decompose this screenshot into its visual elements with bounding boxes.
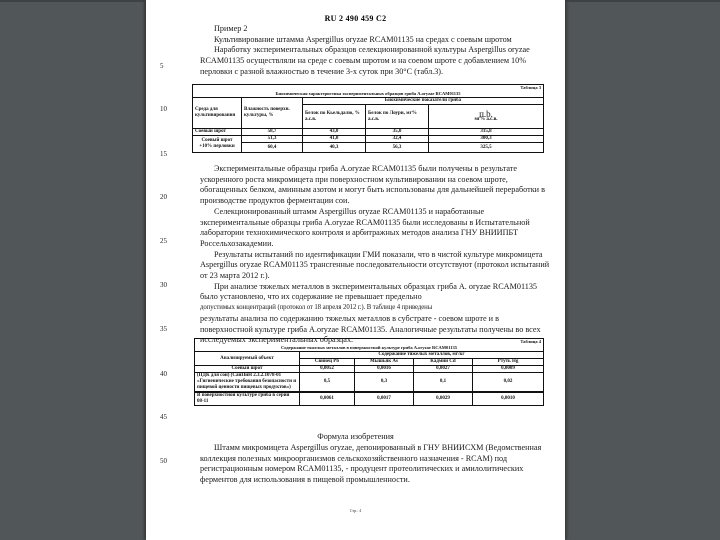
table-row xyxy=(195,373,544,393)
cell-object: Соевый шрот xyxy=(195,366,300,373)
cell-hg: 0,0010 xyxy=(473,392,544,406)
cell-cd: 0,1 xyxy=(414,373,473,393)
header-hg: Ртуть Hg xyxy=(473,359,544,366)
paragraph: результаты анализа по содержанию тяжелых металлов в субстрате - соевом шроте и в поверхностной культуре гриба A.oryzae RCAM01135. Аналогичные результаты получены во всех исследуемых экспериментальных образцах. xyxy=(200,313,541,345)
cell-object: (ПДК для сои) (СанПиН 2.3.2.1078-01 «Гигиенические требования безопасности и пищевой ценности пищевых продуктов») xyxy=(195,373,300,393)
patent-number: RU 2 490 459 C2 xyxy=(324,14,387,23)
cell-protein-k: 40,3 xyxy=(303,143,366,153)
cell-pb: 0,5 xyxy=(300,373,355,393)
line-number: 15 xyxy=(160,150,167,158)
paragraph: Экспериментальные образцы гриба A.oryzae RCAM01135 были получены в результате ускоренного роста микромицета при поверхностном культивировании на соевом шроте, обогащенных белком, аминным азотом и могут быть использованы для дальнейшей переработки в производстве продуктов ферментации сои. xyxy=(200,164,545,206)
cell-hg: 0,02 xyxy=(473,373,544,393)
cell-protein-k: 41,0 xyxy=(303,136,366,143)
paragraph: Селекционированный штамм Aspergillus oryzae RCAM01135 и наработанные экспериментальные образцы гриба A.oryzae RCAM01135 были исследованы в Испытательной лаборатории технохимического контроля и арбитражных методов анализа ГНУ ВНИИПБТ Россельхозакадемии. xyxy=(200,206,530,248)
line-number: 35 xyxy=(160,325,167,333)
cell-as: 0,3 xyxy=(355,373,414,393)
header-protein-kjeldahl: Белок по Кьельдалю, % а.с.в. xyxy=(303,105,366,129)
header-group: Биохимические показатели гриба xyxy=(303,98,544,105)
line-number: 5 xyxy=(160,62,164,70)
cell-medium: Соевый шрот +10% перловки xyxy=(193,136,242,153)
cell-moisture: 60,4 xyxy=(242,143,303,153)
page-number: Стр.: 4 xyxy=(349,508,362,513)
formula-title: Формула изобретения xyxy=(317,432,394,441)
header-pb: Свинец Pb xyxy=(300,359,355,366)
paragraph: допустимых концентраций (протокол от 18 апреля 2012 г.). В таблице 4 приведены xyxy=(200,304,433,312)
cell-protein-l: 56,3 xyxy=(366,143,429,153)
table-row xyxy=(195,366,544,373)
example-paragraph: Наработку экспериментальных образцов селекционированной культуры Aspergillus oryzae RCAM01135 осуществляли на среде с соевым шротом и на соевом шроте с добавлением 10% перловки с разной влажностью в течение 3-х суток при 30°С (табл.3). xyxy=(200,45,530,76)
line-number: 45 xyxy=(160,413,167,421)
example-subheading: Культивирование штамма Aspergillus oryzae RCAM01135 на средах с соевым шротом xyxy=(214,34,512,44)
header-medium: Среда для культивирования xyxy=(193,98,242,129)
paragraph: При анализе тяжелых металлов в экспериментальных образцах гриба A. oryzae RCAM01135 было установлено, что их содержание не превышает предельно xyxy=(200,281,538,302)
cell-value: 315,8 xyxy=(429,129,544,136)
cell-as: 0,0016 xyxy=(355,366,414,373)
table-caption: Таблица 4 xyxy=(195,339,544,346)
cell-value: 325,5 xyxy=(429,143,544,153)
header-cd: Кадмий Cd xyxy=(414,359,473,366)
cell-protein-l: 35,0 xyxy=(366,129,429,136)
cell-moisture: 51,3 xyxy=(242,136,303,143)
cell-object: В поверхностной культуре гриба в серии 08-11 xyxy=(195,392,300,406)
table-row xyxy=(193,136,544,143)
formula-text: Штамм микромицета Aspergillus oryzae, депонированный в ГНУ ВНИИСХМ (Ведомственная коллекция полезных микроорганизмов сельскохозяйственного назначения - RCAM) под регистрационным номером RCAM01135, - продуцент протеолитических и амилолитических ферментов для использования в пищевой промышленности. xyxy=(200,443,542,485)
header-symbol-label: п.b. xyxy=(479,108,493,119)
table-title: Содержание тяжелых металлов в поверхностной культуре гриба A.oryzae RCAM01135 xyxy=(195,345,544,352)
cell-cd: 0,0027 xyxy=(414,366,473,373)
paragraph: Результаты испытаний по идентификации ГМИ показали, что в чистой культуре микромицета Aspergillus oryzae RCAM01135 трансгенные последовательности отсутствуют (протокол испытаний от 23 марта 2012 г.). xyxy=(200,249,550,281)
line-number: 30 xyxy=(160,281,167,289)
example-heading: Пример 2 xyxy=(214,24,248,33)
line-number: 25 xyxy=(160,237,167,245)
cell-hg: 0,0009 xyxy=(473,366,544,373)
header-symbol xyxy=(429,105,544,129)
cell-protein-k: 43,0 xyxy=(303,129,366,136)
table-row xyxy=(195,392,544,406)
header-symbol-unit: мг% а.с.в. xyxy=(474,116,498,122)
cell-cd: 0,0029 xyxy=(414,392,473,406)
cell-pb: 0,0052 xyxy=(300,366,355,373)
cell-pb: 0,0061 xyxy=(300,392,355,406)
cell-moisture: 58,7 xyxy=(242,129,303,136)
table-title: Биохимическая характеристика экспериментальных образцов гриба A.oryzae RCAM01135 xyxy=(193,91,544,98)
line-number: 40 xyxy=(160,370,167,378)
line-number: 50 xyxy=(160,457,167,465)
table-row xyxy=(193,129,544,136)
line-number: 10 xyxy=(160,105,167,113)
header-object: Анализируемый объект xyxy=(195,352,300,366)
document-page xyxy=(146,0,565,540)
header-protein-lowry: Белок по Лоури, мг% а.с.в. xyxy=(366,105,429,129)
body-section xyxy=(200,164,552,346)
formula-section xyxy=(200,443,552,486)
header-group: Содержание тяжелых металлов, мг/кг xyxy=(300,352,544,359)
header-moisture: Влажность поверхн. культуры, % xyxy=(242,98,303,129)
table-caption: Таблица 3 xyxy=(193,85,544,92)
cell-value: 300,3 xyxy=(429,136,544,143)
cell-as: 0,0017 xyxy=(355,392,414,406)
header-as: Мышьяк As xyxy=(355,359,414,366)
line-number: 20 xyxy=(160,193,167,201)
table-row xyxy=(193,143,544,153)
example-section xyxy=(200,24,552,78)
cell-protein-l: 32,4 xyxy=(366,136,429,143)
cell-medium: Соевый шрот xyxy=(193,129,242,136)
table-3 xyxy=(192,84,544,153)
table-4 xyxy=(194,338,544,406)
